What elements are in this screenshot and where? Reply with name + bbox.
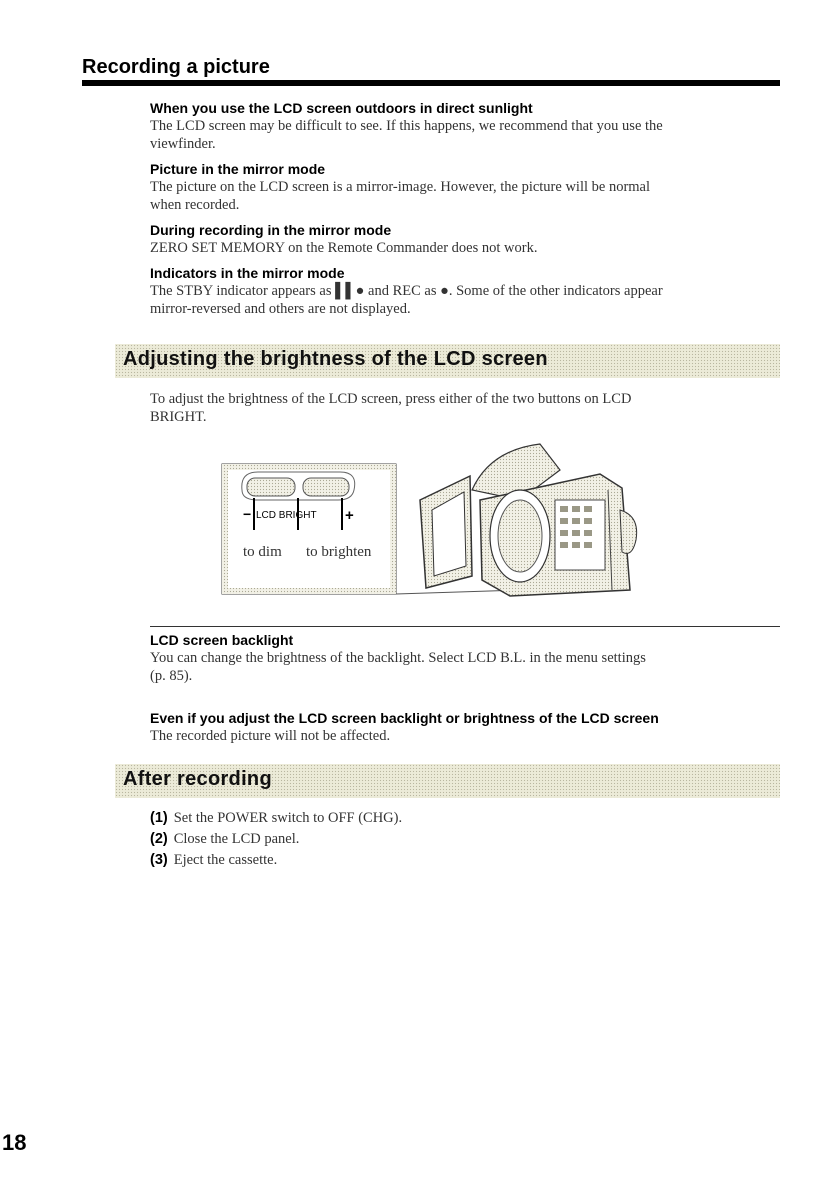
after-recording-steps xyxy=(150,808,402,871)
note-heading: Indicators in the mirror mode xyxy=(150,265,345,281)
dim-label: to dim xyxy=(243,544,282,560)
step-number: (2) xyxy=(150,831,168,847)
even-if-line: The recorded picture will not be affected. xyxy=(150,728,391,744)
camcorder-illustration xyxy=(396,444,637,596)
backlight-line: You can change the brightness of the backlight. Select LCD B.L. in the menu settings xyxy=(150,650,646,666)
step-item xyxy=(150,850,402,871)
brightness-intro xyxy=(150,390,780,426)
lcd-bright-label: LCD BRIGHT xyxy=(256,510,317,521)
step-item xyxy=(150,808,402,829)
after-recording-banner xyxy=(115,764,780,798)
step-item xyxy=(150,829,402,850)
mirror-notes xyxy=(150,100,780,318)
note-heading: When you use the LCD screen outdoors in direct sunlight xyxy=(150,100,533,116)
intro-line: BRIGHT. xyxy=(150,409,207,425)
minus-symbol: − xyxy=(243,506,252,522)
note-line: mirror-reversed and others are not displayed. xyxy=(150,301,411,317)
note-line: The STBY indicator appears as ▌▌● and REC as ●. Some of the other indicators appear xyxy=(150,283,663,299)
divider-line xyxy=(150,626,780,627)
note-sunlight xyxy=(150,100,780,153)
note-line: The LCD screen may be difficult to see. If this happens, we recommend that you use the xyxy=(150,118,663,134)
step-number: (1) xyxy=(150,810,168,826)
step-text: Eject the cassette. xyxy=(173,852,278,868)
lcd-bright-illustration xyxy=(220,440,660,608)
backlight-note xyxy=(150,632,780,685)
brightness-banner xyxy=(115,344,780,378)
step-text: Set the POWER switch to OFF (CHG). xyxy=(173,810,403,826)
note-line: when recorded. xyxy=(150,197,240,213)
note-heading: During recording in the mirror mode xyxy=(150,222,392,238)
note-mirror-recording xyxy=(150,222,780,257)
page-number: 18 xyxy=(2,1130,27,1155)
even-if-note xyxy=(150,710,780,745)
note-line: ZERO SET MEMORY on the Remote Commander does not work. xyxy=(150,240,538,256)
backlight-heading: LCD screen backlight xyxy=(150,632,294,648)
page-section-title: Recording a picture xyxy=(82,56,270,78)
note-line: The picture on the LCD screen is a mirror-image. However, the picture will be normal xyxy=(150,179,651,195)
note-line: viewfinder. xyxy=(150,136,216,152)
note-mirror-indicators xyxy=(150,265,780,318)
title-rule xyxy=(82,80,780,86)
step-text: Close the LCD panel. xyxy=(173,831,300,847)
brighten-button xyxy=(303,478,349,496)
button-callout xyxy=(222,464,396,594)
note-mirror-picture xyxy=(150,161,780,214)
intro-line: To adjust the brightness of the LCD screen, press either of the two buttons on LCD xyxy=(150,391,632,407)
brightness-heading: Adjusting the brightness of the LCD screen xyxy=(123,348,548,370)
brighten-label: to brighten xyxy=(306,544,372,560)
step-number: (3) xyxy=(150,852,168,868)
plus-symbol: + xyxy=(345,507,354,524)
backlight-line: (p. 85). xyxy=(150,668,193,684)
note-heading: Picture in the mirror mode xyxy=(150,161,326,177)
even-if-heading: Even if you adjust the LCD screen backlight or brightness of the LCD screen xyxy=(150,710,659,726)
after-recording-heading: After recording xyxy=(123,768,272,790)
dim-button xyxy=(247,478,295,496)
